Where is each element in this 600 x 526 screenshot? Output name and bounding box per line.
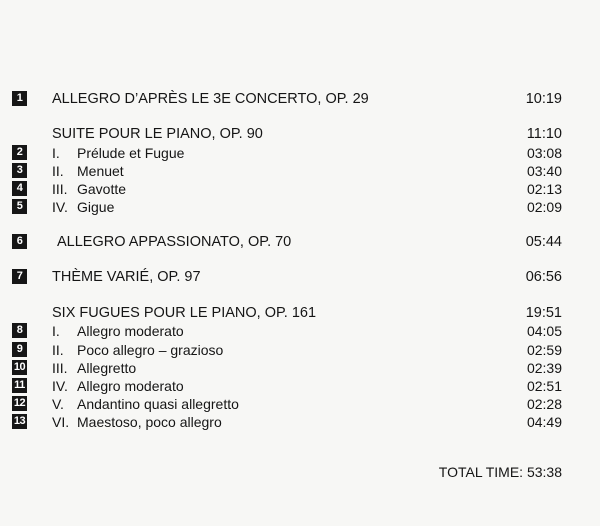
movement-title: Andantino quasi allegretto xyxy=(77,396,239,412)
track-duration: 02:28 xyxy=(526,396,562,412)
track-number-badge: 11 xyxy=(12,378,27,393)
movement-title: Prélude et Fugue xyxy=(77,145,185,161)
track-number-badge: 9 xyxy=(12,342,27,357)
track-duration: 02:59 xyxy=(526,342,562,358)
track-duration: 05:44 xyxy=(525,234,562,250)
track-2 xyxy=(0,144,600,162)
track-number-badge: 10 xyxy=(13,361,26,373)
track-number-badge: 7 xyxy=(12,269,27,284)
movement-numeral: I. xyxy=(52,323,60,339)
movement-numeral: IV. xyxy=(52,199,68,215)
work-duration: 11:10 xyxy=(526,126,562,142)
movement-numeral: VI. xyxy=(52,414,70,430)
track-1 xyxy=(0,90,600,108)
track-title: ALLEGRO D’APRÈS LE 3E CONCERTO, OP. 29 xyxy=(52,91,369,107)
track-number-badge: 4 xyxy=(12,181,27,196)
track-title: THÈME VARIÉ, OP. 97 xyxy=(52,269,201,285)
track-duration: 04:49 xyxy=(526,414,562,430)
track-duration: 03:40 xyxy=(526,163,562,179)
movement-numeral: V. xyxy=(52,396,64,412)
work-duration: 19:51 xyxy=(525,305,562,321)
track-number-badge: 12 xyxy=(13,397,26,409)
track-duration: 04:05 xyxy=(526,323,562,339)
track-number-badge: 8 xyxy=(12,323,27,338)
track-number-badge: 13 xyxy=(13,415,26,427)
movement-title: Gigue xyxy=(77,199,115,215)
track-duration: 02:39 xyxy=(526,360,562,376)
work-heading-fugues xyxy=(0,304,600,322)
track-title: ALLEGRO APPASSIONATO, OP. 70 xyxy=(57,234,292,250)
movement-title: Allegretto xyxy=(77,360,137,376)
movement-title: Gavotte xyxy=(77,181,127,197)
track-number-badge: 6 xyxy=(12,234,27,249)
track-9 xyxy=(0,341,600,359)
track-7 xyxy=(0,268,600,286)
total-time: TOTAL TIME: 53:38 xyxy=(438,464,562,480)
movement-numeral: II. xyxy=(52,163,64,179)
movement-title: Menuet xyxy=(77,163,124,179)
track-13 xyxy=(0,413,600,431)
track-11 xyxy=(0,377,600,395)
movement-numeral: IV. xyxy=(52,378,68,394)
track-number-badge: 2 xyxy=(12,145,27,160)
movement-numeral: I. xyxy=(52,145,60,161)
track-duration: 03:08 xyxy=(526,145,562,161)
track-3 xyxy=(0,162,600,180)
track-5 xyxy=(0,198,600,216)
movement-numeral: III. xyxy=(52,360,68,376)
movement-title: Maestoso, poco allegro xyxy=(77,414,222,430)
track-duration: 02:09 xyxy=(526,199,562,215)
track-duration: 10:19 xyxy=(525,91,562,107)
movement-numeral: II. xyxy=(52,342,64,358)
work-title: SIX FUGUES POUR LE PIANO, OP. 161 xyxy=(52,305,317,321)
track-number-badge: 3 xyxy=(12,163,27,178)
movement-title: Allegro moderato xyxy=(77,378,184,394)
track-duration: 02:13 xyxy=(526,181,562,197)
track-number-badge: 1 xyxy=(12,91,27,106)
track-8 xyxy=(0,322,600,340)
track-number-badge: 5 xyxy=(12,199,27,214)
track-10 xyxy=(0,359,600,377)
track-duration: 06:56 xyxy=(525,269,562,285)
movement-title: Poco allegro – grazioso xyxy=(77,342,224,358)
track-4 xyxy=(0,180,600,198)
movement-title: Allegro moderato xyxy=(77,323,184,339)
work-heading-suite xyxy=(0,125,600,143)
movement-numeral: III. xyxy=(52,181,68,197)
track-duration: 02:51 xyxy=(526,378,562,394)
track-12 xyxy=(0,395,600,413)
track-6 xyxy=(0,233,600,251)
work-title: SUITE POUR LE PIANO, OP. 90 xyxy=(52,126,263,142)
